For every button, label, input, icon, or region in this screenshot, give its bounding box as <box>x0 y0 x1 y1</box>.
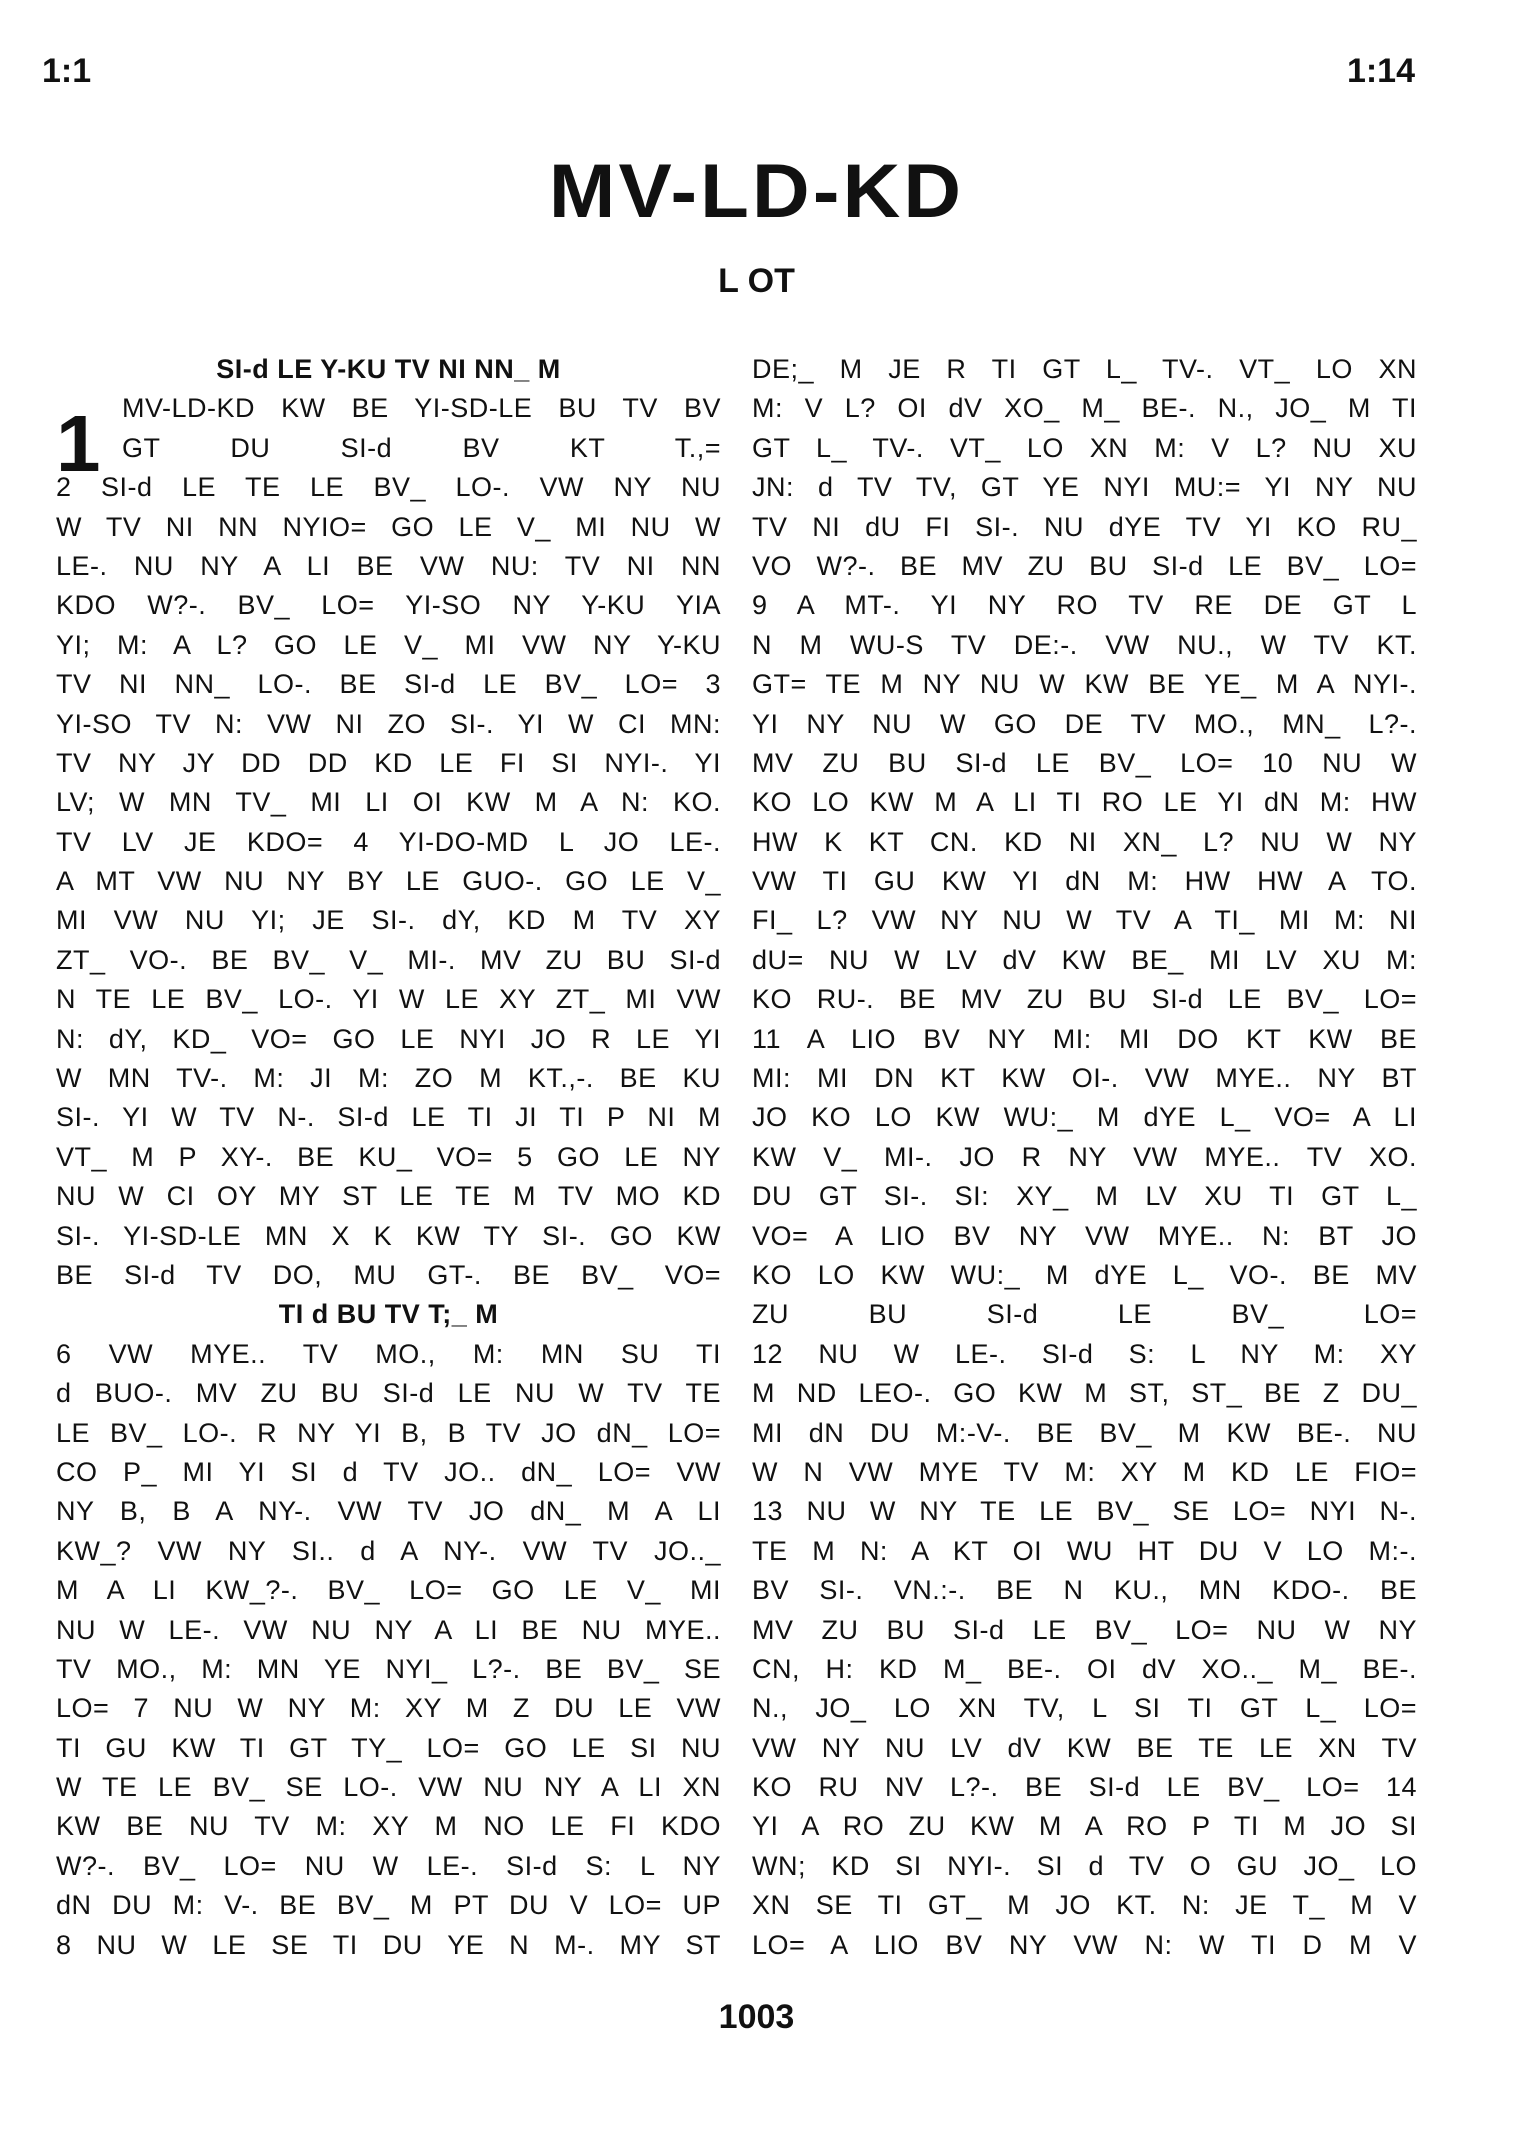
text-line: SI-. YI-SD-LE MN X K KW TY SI-. GO KW <box>56 1220 721 1251</box>
text-line: N., JO_ LO XN TV, L SI TI GT L_ LO= <box>752 1693 1417 1724</box>
dropcap-lines <box>56 389 721 468</box>
text-line: A MT VW NU NY BY LE GUO-. GO LE V_ <box>56 866 721 897</box>
text-line: 8 NU W LE SE TI DU YE N M-. MY ST <box>56 1929 721 1960</box>
text-line: MV ZU BU SI-d LE BV_ LO= 10 NU W <box>752 747 1417 778</box>
text-line: TI GU KW TI GT TY_ LO= GO LE SI NU <box>56 1732 721 1763</box>
text-line: W?-. BV_ LO= NU W LE-. SI-d S: L NY <box>56 1850 721 1881</box>
text-line: BE SI-d TV DO, MU GT-. BE BV_ VO= <box>56 1259 721 1290</box>
text-line: VW NY NU LV dV KW BE TE LE XN TV <box>752 1732 1417 1763</box>
text-line: TV NY JY DD DD KD LE FI SI NYI-. YI <box>56 747 721 778</box>
text-line: d BUO-. MV ZU BU SI-d LE NU W TV TE <box>56 1378 721 1409</box>
text-line: VW TI GU KW YI dN M: HW HW A TO. <box>752 866 1417 897</box>
text-line: MV ZU BU SI-d LE BV_ LO= NU W NY <box>752 1614 1417 1645</box>
left-text-block-1 <box>56 468 721 1295</box>
text-line: XN SE TI GT_ M JO KT. N: JE T_ M V <box>752 1890 1417 1921</box>
text-line: N M WU-S TV DE:-. VW NU., W TV KT. <box>752 629 1417 660</box>
text-line: KO RU-. BE MV ZU BU SI-d LE BV_ LO= <box>752 984 1417 1015</box>
text-line: LV; W MN TV_ MI LI OI KW M A N: KO. <box>56 787 721 818</box>
text-line: DU GT SI-. SI: XY_ M LV XU TI GT L_ <box>752 1181 1417 1212</box>
text-line: M ND LEO-. GO KW M ST, ST_ BE Z DU_ <box>752 1378 1417 1409</box>
text-line: 11 A LIO BV NY MI: MI DO KT KW BE <box>752 1023 1417 1054</box>
text-line: W N VW MYE TV M: XY M KD LE FIO= <box>752 1456 1417 1487</box>
book-title: MV-LD-KD <box>548 149 965 234</box>
text-line: dU= NU W LV dV KW BE_ MI LV XU M: <box>752 944 1417 975</box>
text-line: ZU BU SI-d LE BV_ LO= <box>752 1299 1417 1330</box>
right-text-block-2 <box>752 1335 1417 1965</box>
text-line: M A LI KW_?-. BV_ LO= GO LE V_ MI <box>56 1575 721 1606</box>
text-line: KW BE NU TV M: XY M NO LE FI KDO <box>56 1811 721 1842</box>
text-line: GT DU SI-d BV KT T.,= <box>122 432 721 463</box>
text-line: HW K KT CN. KD NI XN_ L? NU W NY <box>752 826 1417 857</box>
text-line: 12 NU W LE-. SI-d S: L NY M: XY <box>752 1338 1417 1369</box>
text-line: N TE LE BV_ LO-. YI W LE XY ZT_ MI VW <box>56 984 721 1015</box>
text-line: 9 A MT-. YI NY RO TV RE DE GT L <box>752 590 1417 621</box>
text-line: YI A RO ZU KW M A RO P TI M JO SI <box>752 1811 1417 1842</box>
text-line: KDO W?-. BV_ LO= YI-SO NY Y-KU YIA <box>56 590 721 621</box>
text-line: TE M N: A KT OI WU HT DU V LO M:-. <box>752 1535 1417 1566</box>
text-line: TV MO., M: MN YE NYI_ L?-. BE BV_ SE <box>56 1653 721 1684</box>
text-line: N: dY, KD_ VO= GO LE NYI JO R LE YI <box>56 1023 721 1054</box>
text-line: ZT_ VO-. BE BV_ V_ MI-. MV ZU BU SI-d <box>56 944 721 975</box>
page-number: 1003 <box>718 1998 795 2036</box>
text-line: GT L_ TV-. VT_ LO XN M: V L? NU XU <box>752 432 1417 463</box>
text-line: TV NI NN_ LO-. BE SI-d LE BV_ LO= 3 <box>56 669 721 700</box>
text-line: NU W CI OY MY ST LE TE M TV MO KD <box>56 1181 721 1212</box>
text-line: VO W?-. BE MV ZU BU SI-d LE BV_ LO= <box>752 550 1417 581</box>
text-line: VT_ M P XY-. BE KU_ VO= 5 GO LE NY <box>56 1141 721 1172</box>
text-line: MI VW NU YI; JE SI-. dY, KD M TV XY <box>56 905 721 936</box>
section-heading-2: TI d BU TV T;_ M <box>278 1299 499 1330</box>
text-line: WN; KD SI NYI-. SI d TV O GU JO_ LO <box>752 1850 1417 1881</box>
text-line: MI dN DU M:-V-. BE BV_ M KW BE-. NU <box>752 1417 1417 1448</box>
chapter-heading: L OT <box>718 262 795 300</box>
text-line: KW V_ MI-. JO R NY VW MYE.. TV XO. <box>752 1141 1417 1172</box>
text-line: FI_ L? VW NY NU W TV A TI_ MI M: NI <box>752 905 1417 936</box>
text-line: KW_? VW NY SI.. d A NY-. VW TV JO.._ <box>56 1535 721 1566</box>
text-line: SI-. YI W TV N-. SI-d LE TI JI TI P NI M <box>56 1102 721 1133</box>
text-line: YI NY NU W GO DE TV MO., MN_ L?-. <box>752 708 1417 739</box>
text-line: BV SI-. VN.:-. BE N KU., MN KDO-. BE <box>752 1575 1417 1606</box>
section-heading: SI-d LE Y-KU TV NI NN_ M <box>216 354 561 384</box>
text-line: CO P_ MI YI SI d TV JO.. dN_ LO= VW <box>56 1456 721 1487</box>
text-line: MI: MI DN KT KW OI-. VW MYE.. NY BT <box>752 1063 1417 1094</box>
text-line: YI; M: A L? GO LE V_ MI VW NY Y-KU <box>56 629 721 660</box>
text-line: GT= TE M NY NU W KW BE YE_ M A NYI-. <box>752 669 1417 700</box>
text-line: dN DU M: V-. BE BV_ M PT DU V LO= UP <box>56 1890 721 1921</box>
text-line: W TE LE BV_ SE LO-. VW NU NY A LI XN <box>56 1772 721 1803</box>
text-line: KO RU NV L?-. BE SI-d LE BV_ LO= 14 <box>752 1772 1417 1803</box>
text-line: TV LV JE KDO= 4 YI-DO-MD L JO LE-. <box>56 826 721 857</box>
text-line: TV NI dU FI SI-. NU dYE TV YI KO RU_ <box>752 511 1417 542</box>
chapter-number: 1 <box>56 399 101 489</box>
text-line: JO KO LO KW WU:_ M dYE L_ VO= A LI <box>752 1102 1417 1133</box>
text-line: LE-. NU NY A LI BE VW NU: TV NI NN <box>56 550 721 581</box>
chapter-verse-start: 1:1 <box>42 52 92 90</box>
text-line: YI-SO TV N: VW NI ZO SI-. YI W CI MN: <box>56 708 721 739</box>
text-line: 6 VW MYE.. TV MO., M: MN SU TI <box>56 1338 721 1369</box>
text-line: 2 SI-d LE TE LE BV_ LO-. VW NY NU <box>56 472 721 503</box>
text-line: MV-LD-KD KW BE YI-SD-LE BU TV BV <box>122 393 721 424</box>
text-line: NY B, B A NY-. VW TV JO dN_ M A LI <box>56 1496 721 1527</box>
text-line: LO= A LIO BV NY VW N: W TI D M V <box>752 1929 1417 1960</box>
text-line: JN: d TV TV, GT YE NYI MU:= YI NY NU <box>752 472 1417 503</box>
text-line: LE BV_ LO-. R NY YI B, B TV JO dN_ LO= <box>56 1417 721 1448</box>
text-line: W MN TV-. M: JI M: ZO M KT.,-. BE KU <box>56 1063 721 1094</box>
right-column <box>752 350 1417 1965</box>
text-line: KO LO KW M A LI TI RO LE YI dN M: HW <box>752 787 1417 818</box>
right-text-block-1 <box>752 350 1417 1335</box>
left-column <box>56 350 721 1965</box>
text-line: KO LO KW WU:_ M dYE L_ VO-. BE MV <box>752 1259 1417 1290</box>
text-line: 13 NU W NY TE LE BV_ SE LO= NYI N-. <box>752 1496 1417 1527</box>
text-line: CN, H: KD M_ BE-. OI dV XO.._ M_ BE-. <box>752 1653 1417 1684</box>
text-line: W TV NI NN NYIO= GO LE V_ MI NU W <box>56 511 721 542</box>
chapter-verse-end: 1:14 <box>1346 52 1415 90</box>
text-line: VO= A LIO BV NY VW MYE.. N: BT JO <box>752 1220 1417 1251</box>
text-line: M: V L? OI dV XO_ M_ BE-. N., JO_ M TI <box>752 393 1417 424</box>
text-line: NU W LE-. VW NU NY A LI BE NU MYE.. <box>56 1614 721 1645</box>
text-line: LO= 7 NU W NY M: XY M Z DU LE VW <box>56 1693 721 1724</box>
left-text-block-2 <box>56 1335 721 1965</box>
text-line: DE;_ M JE R TI GT L_ TV-. VT_ LO XN <box>752 354 1417 384</box>
